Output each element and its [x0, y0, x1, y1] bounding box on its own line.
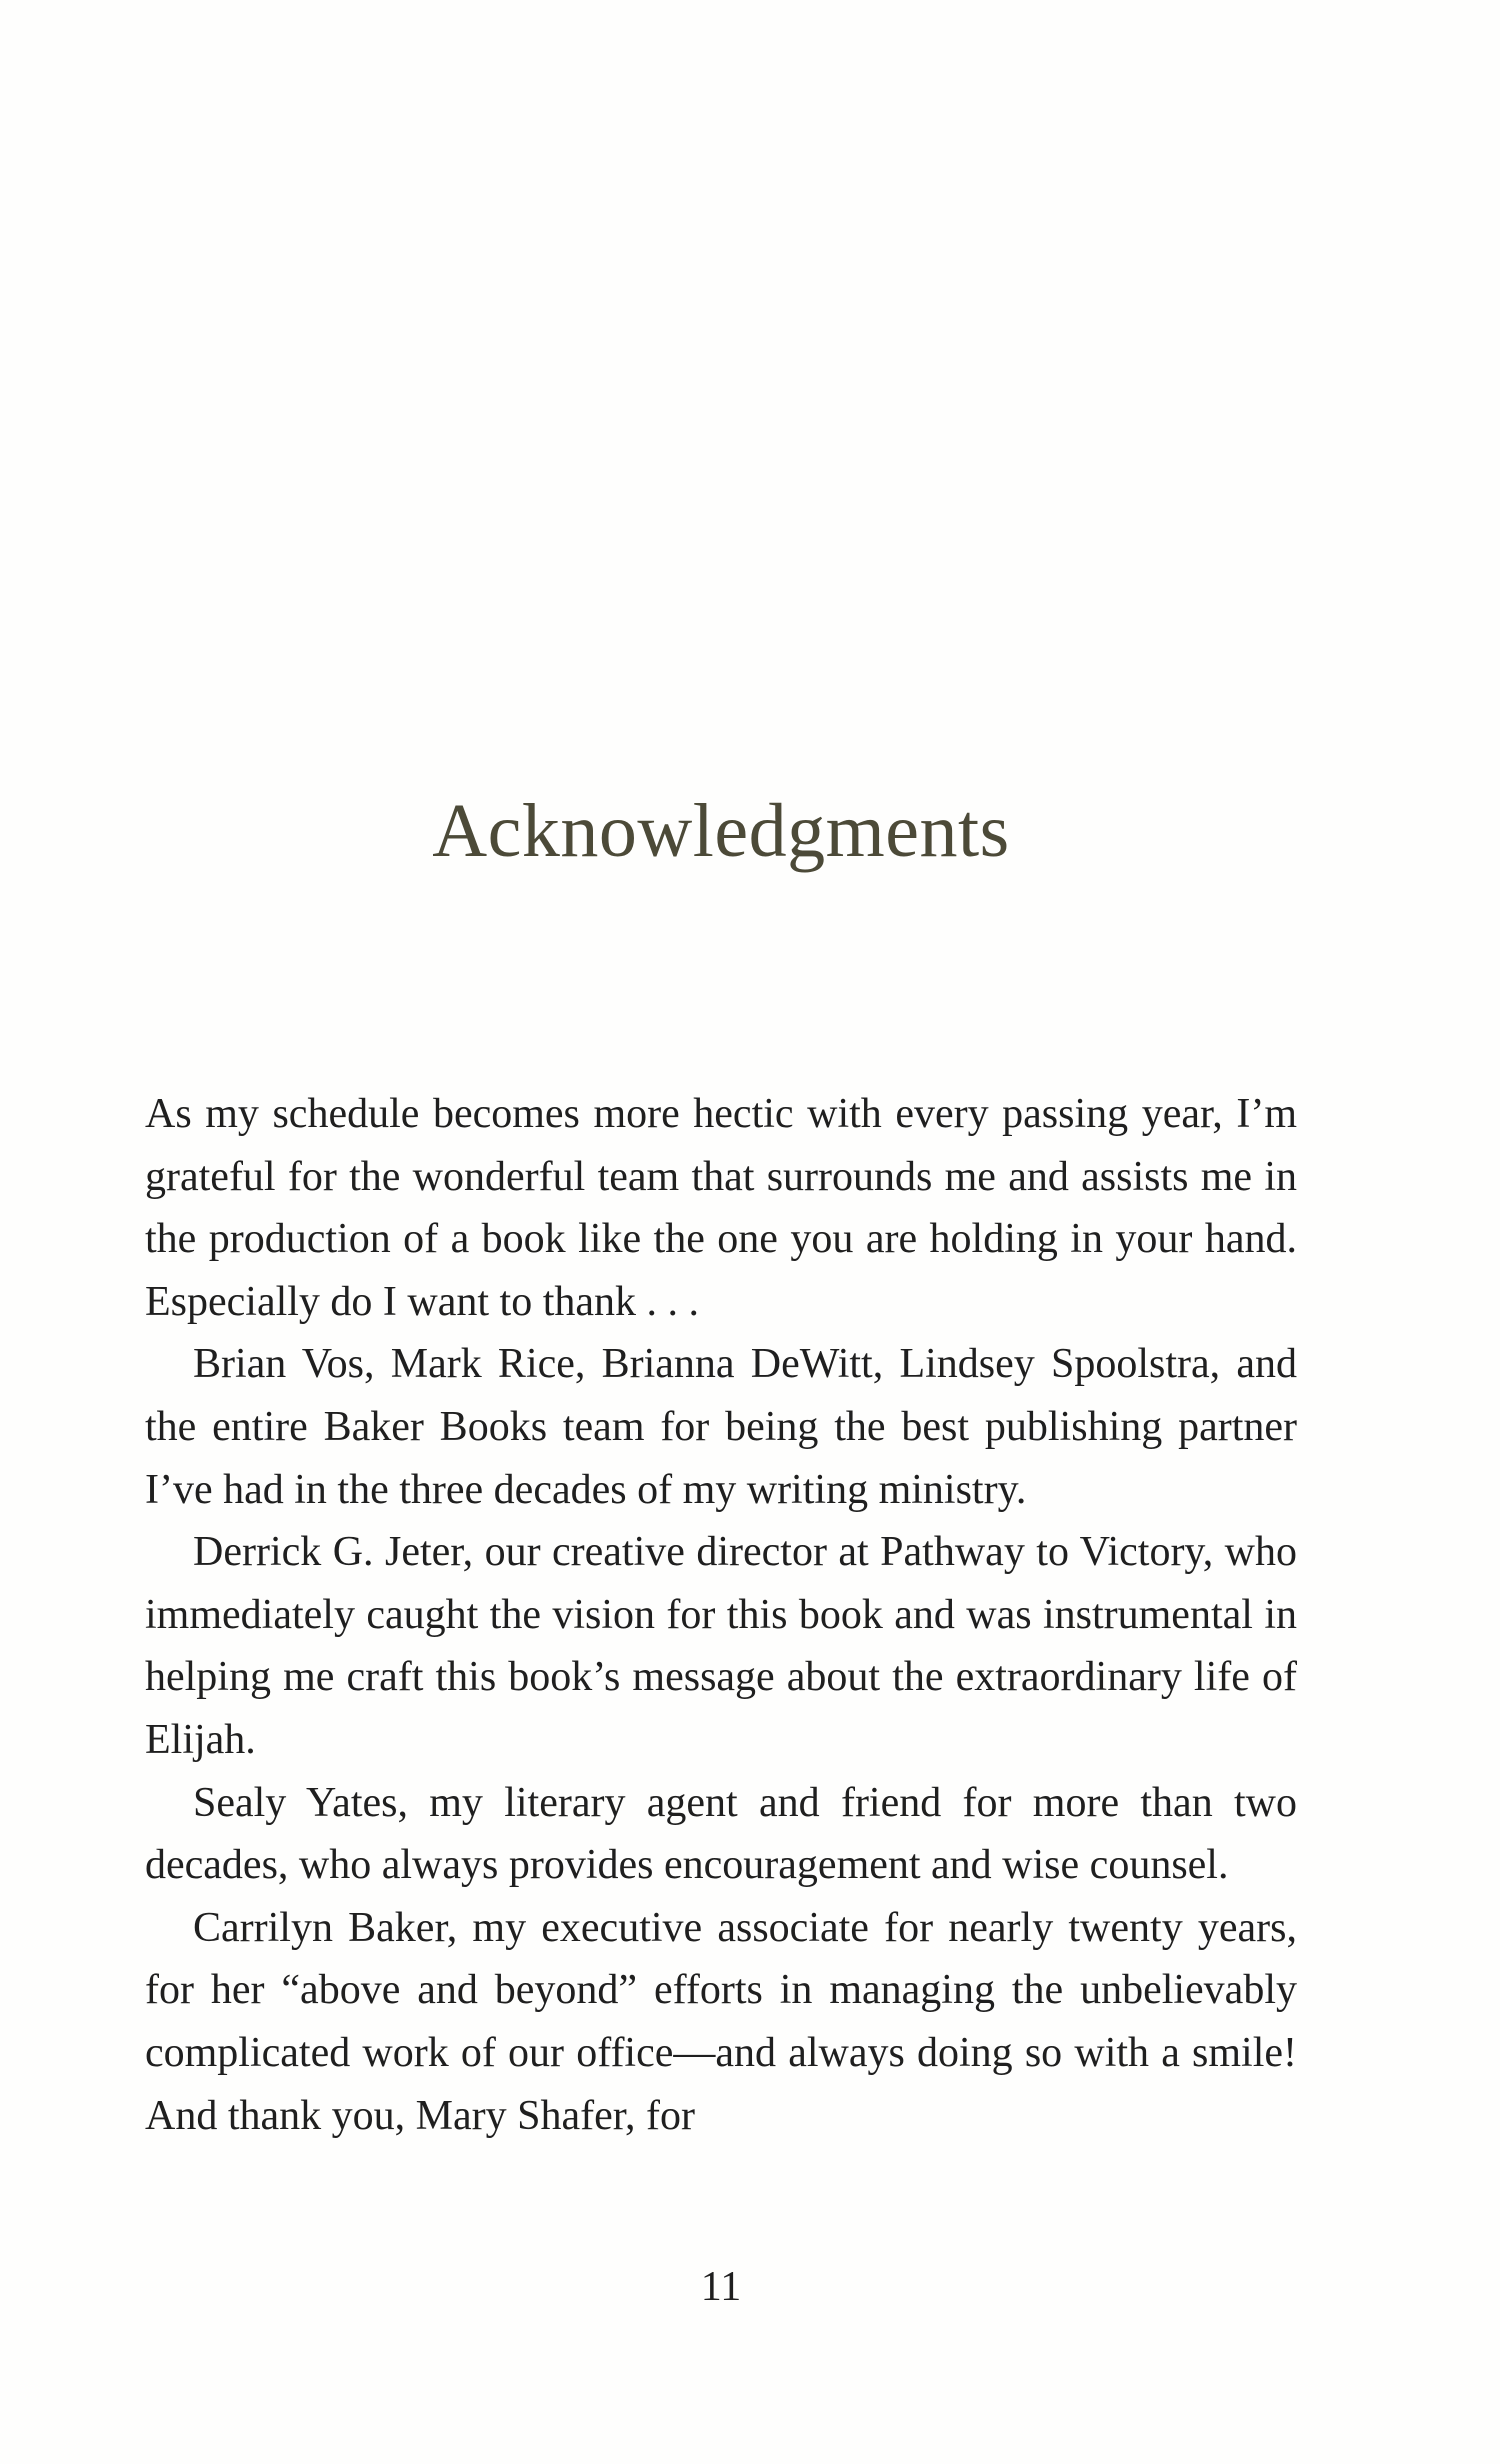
body-text: [145, 1083, 1297, 2147]
paragraph-baker-books: Brian Vos, Mark Rice, Brianna DeWitt, Lindsey Spoolstra, and the entire Baker Books team for being the best publishing partner I’ve had in the three decades of my writing ministry.: [145, 1341, 1297, 1513]
paragraph-sealy-yates: Sealy Yates, my literary agent and friend for more than two decades, who always provides encouragement and wise counsel.: [145, 1779, 1297, 1889]
paragraph-intro: As my schedule becomes more hectic with every passing year, I’m grateful for the wonderful team that surrounds me and assists me in the production of a book like the one you are holding in your hand. Especially do I want to thank . . .: [145, 1091, 1297, 1325]
page-number: 11: [700, 2264, 742, 2310]
chapter-title: Acknowledgments: [432, 788, 1010, 873]
paragraph-derrick-jeter: Derrick G. Jeter, our creative director at Pathway to Victory, who immediately caught the vision for this book and was instrumental in helping me craft this book’s message about the extraordinary life of Elijah.: [145, 1529, 1297, 1763]
paragraph-carrilyn-baker: Carrilyn Baker, my executive associate for nearly twenty years, for her “above and beyond” efforts in managing the unbelievably complicated work of our office—and always doing so with a smile! And thank you, Mary Shafer, for: [145, 1904, 1297, 2139]
